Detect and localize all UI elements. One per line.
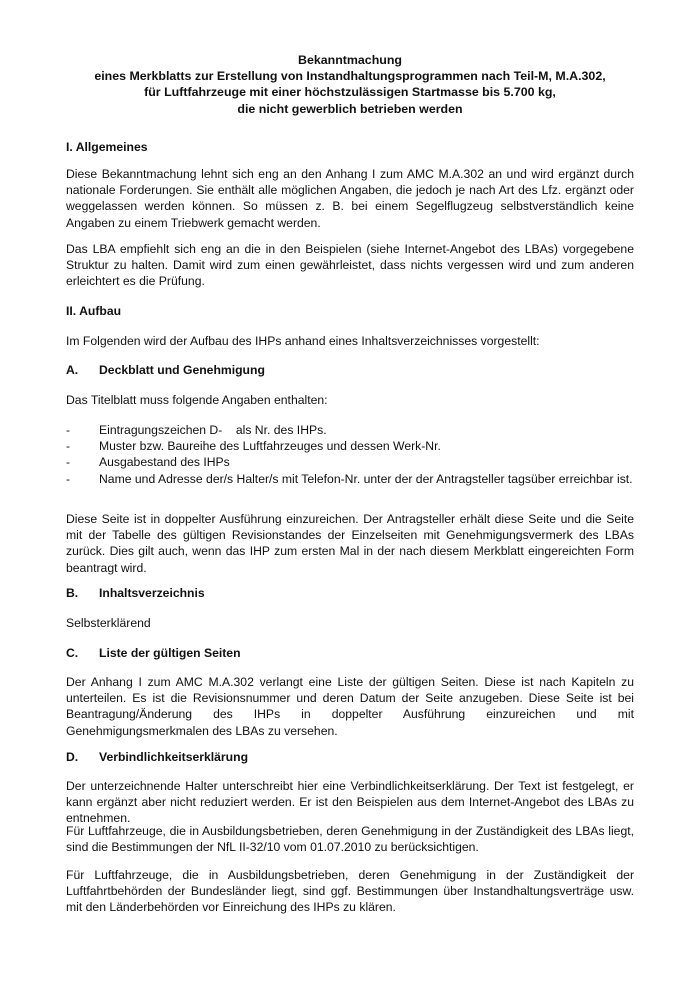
paragraph-section-d-3: Für Luftfahrzeuge, die in Ausbildungsbetrieben, deren Genehmigung in der Zuständigkeit der Luftfahrtbehörden der Bundesländer liegt, sind ggf. Bestimmungen über Instandhaltungsverträge usw. mit den Länderbehörden vor Einreichung des IHPs zu klären. [66, 868, 634, 915]
list-item-text: Eintragungszeichen D- als Nr. des IHPs. [99, 423, 327, 437]
paragraph-section-b: Selbsterklärend [66, 616, 151, 630]
section-c-number: C. [66, 646, 79, 660]
paragraph-allgemeines-1: Diese Bekanntmachung lehnt sich eng an den Anhang I zum AMC M.A.302 an und wird ergänzt durch nationale Forderungen. Sie enthält alle möglichen Angaben, die jedoch je nach Art des Lfz. ergänzt oder weggelassen werden können. So müssen z. B. bei einem Segelflugzeug selbstverständlich keine Angaben zu einem Triebwerk gemacht werden. [66, 167, 634, 230]
title-line-2: eines Merkblatts zur Erstellung von Instandhaltungsprogrammen nach Teil-M, M.A.302, [94, 69, 606, 84]
list-item [66, 438, 634, 454]
paragraph-section-a: Diese Seite ist in doppelter Ausführung einzureichen. Der Antragsteller erhält diese Seite und die Seite mit der Tabelle des gültigen Revisionstandes der Einzelseiten mit Genehmigungsvermerk des LBAs zurück. Dies gilt auch, wenn das IHP zum ersten Mal in der nach diesem Merkblatt eingereichten Form beantragt wird. [66, 512, 634, 575]
list-item [66, 422, 634, 438]
heading-section-c [66, 645, 241, 661]
heading-section-b [66, 585, 205, 601]
section-c-title: Liste der gültigen Seiten [99, 646, 241, 660]
paragraph-allgemeines-2: Das LBA empfiehlt sich eng an die in den Beispielen (siehe Internet-Angebot des LBAs) vorgegebene Struktur zu halten. Damit wird zum einen gewährleistet, dass nichts vergessen wird und zum anderen erleichtert es die Prüfung. [66, 242, 634, 289]
section-b-title: Inhaltsverzeichnis [99, 586, 205, 600]
titelblatt-requirements-list [66, 422, 634, 487]
section-a-number: A. [66, 363, 79, 377]
heading-aufbau: II. Aufbau [66, 304, 122, 318]
title-line-4: die nicht gewerblich betrieben werden [237, 101, 463, 116]
document-title [66, 52, 634, 117]
section-d-title: Verbindlichkeitserklärung [99, 750, 249, 764]
list-dash: - [66, 439, 71, 454]
list-dash: - [66, 471, 71, 486]
heading-section-a [66, 362, 265, 378]
section-d-number: D. [66, 750, 79, 764]
paragraph-section-d-1: Der unterzeichnende Halter unterschreibt hier eine Verbindlichkeitserklärung. Der Text ist festgelegt, er kann ergänzt aber nicht reduziert werden. Er ist den Beispielen aus dem Internet-Angebot des LBAs zu entnehmen. [66, 779, 634, 826]
list-item [66, 471, 634, 487]
list-item-text: Ausgabestand des IHPs [99, 455, 230, 470]
paragraph-aufbau-intro: Im Folgenden wird der Aufbau des IHPs anhand eines Inhaltsverzeichnisses vorgestellt: [66, 334, 540, 348]
heading-section-d [66, 749, 248, 765]
paragraph-section-d-2: Für Luftfahrzeuge, die in Ausbildungsbetrieben, deren Genehmigung in der Zuständigkeit des LBAs liegt, sind die Bestimmungen der NfL II-32/10 vom 01.07.2010 zu berücksichtigen. [66, 824, 634, 855]
section-b-number: B. [66, 586, 79, 600]
list-dash: - [66, 455, 71, 470]
list-item-text: Muster bzw. Baureihe des Luftfahrzeuges und dessen Werk-Nr. [99, 439, 441, 454]
list-item [66, 454, 634, 470]
list-item-text: Name und Adresse der/s Halter/s mit Telefon-Nr. unter der der Antragsteller tagsüber erreichbar ist. [99, 471, 633, 486]
list-dash: - [66, 423, 71, 437]
section-a-title: Deckblatt und Genehmigung [99, 363, 265, 377]
paragraph-section-c: Der Anhang I zum AMC M.A.302 verlangt eine Liste der gültigen Seiten. Diese ist nach Kapiteln zu unterteilen. Es ist die Revisionsnummer und deren Datum der Seite anzugeben. Diese Seite ist bei Beantragung/Änderung des IHPs in doppelter Ausführung einzureichen und mit Genehmigungsmerkmalen des LBAs zu versehen. [66, 675, 634, 738]
heading-allgemeines: I. Allgemeines [66, 140, 148, 154]
title-line-1: Bekanntmachung [298, 53, 402, 67]
paragraph-section-a-intro: Das Titelblatt muss folgende Angaben enthalten: [66, 393, 328, 407]
title-line-3: für Luftfahrzeuge mit einer höchstzulässigen Startmasse bis 5.700 kg, [144, 85, 556, 100]
